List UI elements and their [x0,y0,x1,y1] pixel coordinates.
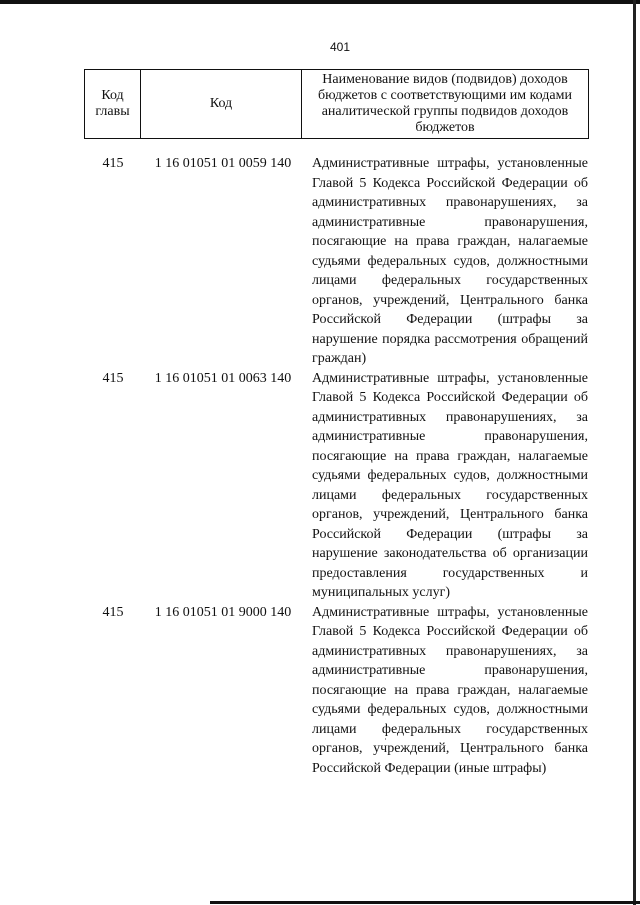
row-description: Административные штрафы, установленные Главой 5 Кодекса Российской Федерации об административных правонарушениях, за административные правонарушения, посягающие на права граждан, налагаемые судьями федеральных судов, должностными лицами федеральных государственных органов, учреждений, Центрального банка Российской Федерации (иные штрафы) [312,604,588,776]
table-row [84,369,594,603]
header-name: Наименование видов (подвидов) доходов бюджетов с соответствующими им кодами аналитической группы подвидов доходов бюджетов [302,70,589,139]
table-body [84,154,594,778]
row-description: Административные штрафы, установленные Главой 5 Кодекса Российской Федерации об административных правонарушениях, за административные правонарушения, посягающие на права граждан, налагаемые судьями федеральных судов, должностными лицами федеральных государственных органов, учреждений, Центрального банка Российской Федерации (штрафы за нарушение законодательства об организации предоставления государственных и муниципальных услуг) [312,370,588,600]
page-number: 401 [329,40,351,54]
scan-border-right [633,0,636,905]
scan-speck [385,738,386,740]
row-chapter-code: 415 [102,370,124,386]
header-code: Код [141,70,302,139]
row-code: 1 16 01051 01 0059 140 [154,156,292,171]
row-chapter-code: 415 [102,156,124,171]
table-header [84,69,589,139]
scan-border-bottom [210,901,640,904]
row-code: 1 16 01051 01 0063 140 [154,370,292,386]
row-chapter-code: 415 [102,604,124,620]
table-row [84,603,594,779]
row-code: 1 16 01051 01 9000 140 [154,604,292,620]
scan-border-top [0,0,640,4]
header-chapter-code: Код главы [85,70,141,139]
table-row [84,154,594,369]
row-description: Административные штрафы, установленные Главой 5 Кодекса Российской Федерации об административных правонарушениях, за административные правонарушения, посягающие на права граждан, налагаемые судьями федеральных судов, должностными лицами федеральных государственных органов, учреждений, Центрального банка Российской Федерации (штрафы за нарушение порядка рассмотрения обращений граждан) [312,156,588,366]
